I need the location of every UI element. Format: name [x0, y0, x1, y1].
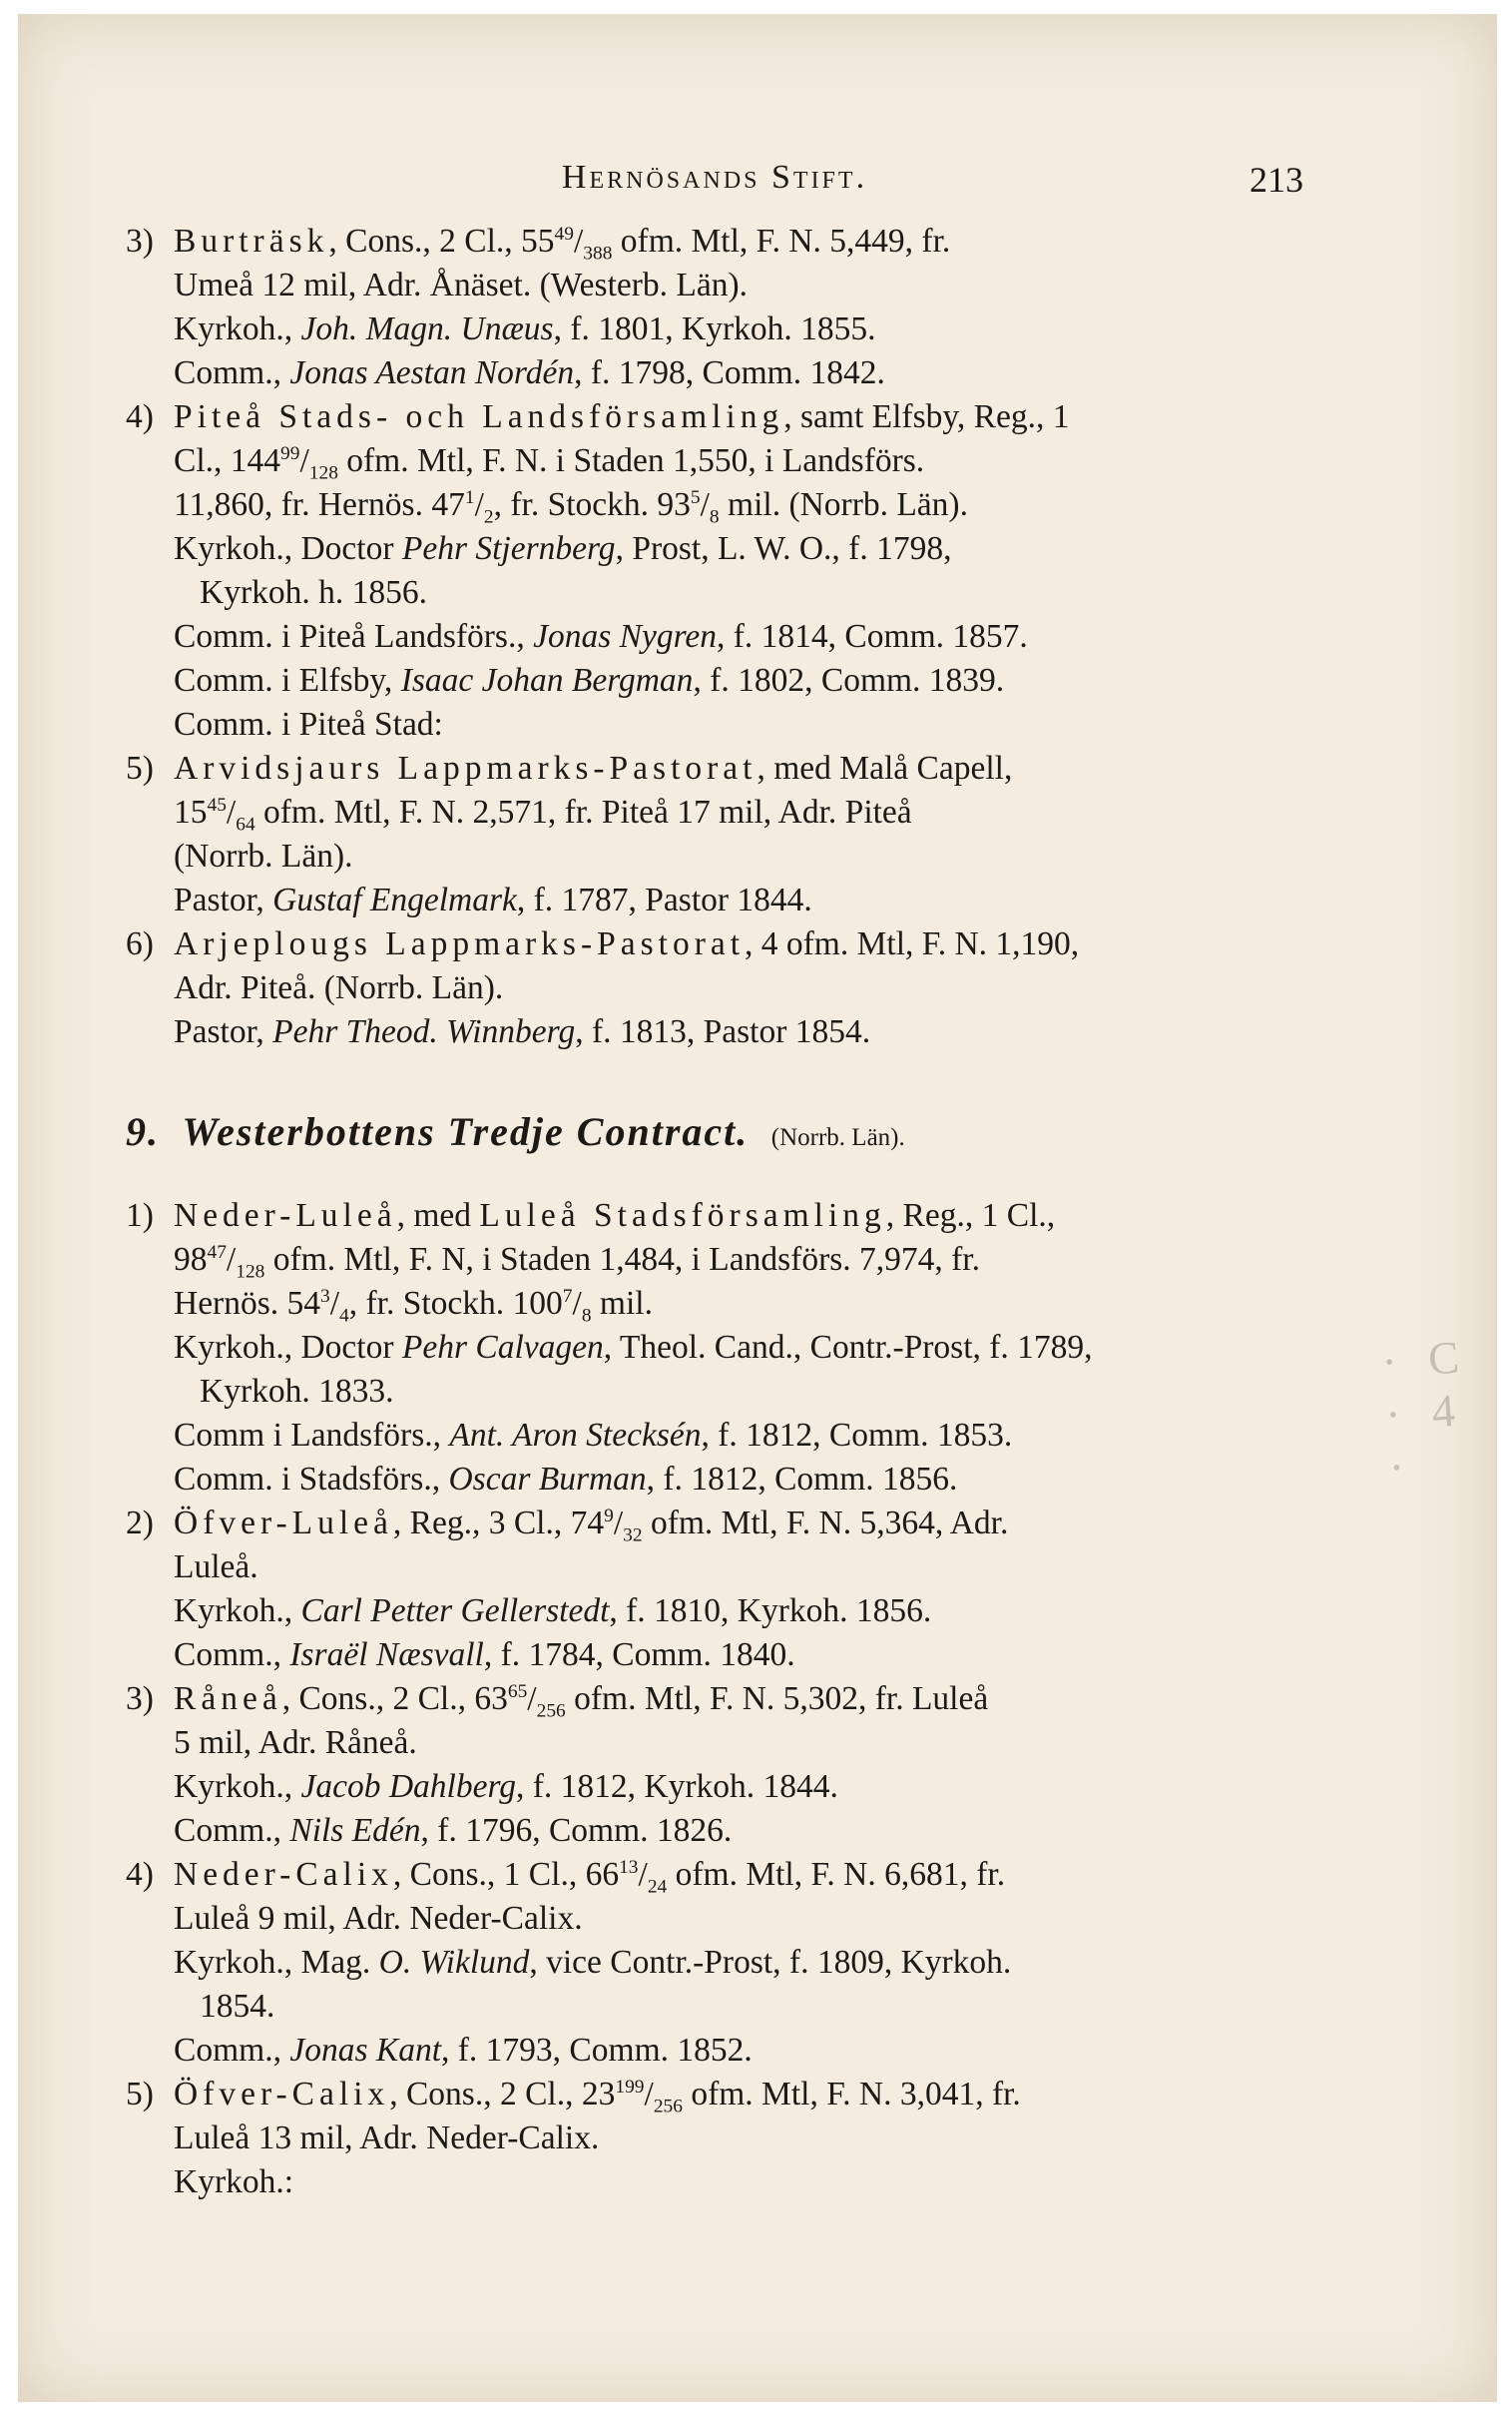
- parish-entry: [126, 1853, 1303, 2073]
- text-run: Hernös. 54: [174, 1285, 321, 1322]
- section-title-name: Westerbottens Tredje Contract.: [182, 1109, 750, 1154]
- fraction-numerator: 47: [207, 1241, 227, 1263]
- entry-line: [174, 2116, 1303, 2160]
- fraction-numerator: 13: [619, 1856, 639, 1878]
- text-run: , Reg., 3 Cl., 74: [392, 1505, 605, 1541]
- entry-line: [174, 395, 1303, 439]
- text-run: Comm. i Stadsförs.,: [174, 1461, 449, 1498]
- fraction-numerator: 45: [207, 794, 227, 816]
- entry-line: [174, 1853, 1303, 1897]
- text-run: Kyrkoh.,: [174, 1592, 301, 1629]
- entry-line: [174, 835, 1303, 879]
- fraction-denominator: 8: [581, 1305, 592, 1327]
- fraction-denominator: 256: [653, 2096, 683, 2117]
- text-run: Kyrkoh. 1833.: [200, 1373, 394, 1410]
- parish-name: Luleå Stadsförsamling: [479, 1197, 886, 1234]
- text-run: (Norrb. Län).: [174, 838, 353, 875]
- entry-number: 3): [126, 223, 154, 260]
- page-header: [126, 156, 1303, 220]
- text-run: Comm.,: [174, 1636, 290, 1673]
- person-name: Jonas Aestan Nordén: [289, 354, 575, 391]
- parish-list-section-2: [126, 1194, 1303, 2204]
- entry-line: [174, 1897, 1303, 1941]
- entry-line: [174, 351, 1303, 395]
- text-run: Comm.,: [174, 1812, 290, 1849]
- parish-name: Arjeplougs Lappmarks-Pastorat: [174, 925, 746, 962]
- entry-line: [174, 2029, 1303, 2073]
- parish-entry: [126, 2073, 1303, 2204]
- entry-line: [174, 966, 1303, 1010]
- entry-line: [174, 1502, 1303, 1545]
- text-run: , f. 1801, Kyrkoh. 1855.: [553, 310, 876, 347]
- entry-line: [174, 922, 1303, 966]
- text-run: Comm. i Piteå Stad:: [174, 706, 443, 743]
- text-run: /: [329, 1285, 340, 1322]
- text-run: ofm. Mtl, F. N. 2,571, fr. Piteå 17 mil, Adr. Piteå: [254, 794, 912, 831]
- entry-line: [174, 483, 1303, 527]
- text-run: Comm. i Elfsby,: [174, 662, 401, 699]
- person-name: Israël Næsvall: [289, 1636, 484, 1673]
- entry-line: [174, 2160, 1303, 2204]
- entry-line: [174, 527, 1303, 571]
- text-run: , fr. Stockh. 93: [493, 486, 691, 523]
- text-run: mil.: [591, 1285, 653, 1322]
- text-run: 98: [174, 1241, 208, 1278]
- entry-line: [174, 264, 1303, 307]
- text-run: Kyrkoh.:: [174, 2163, 294, 2200]
- person-name: Ant. Aron Stecksén: [449, 1417, 702, 1454]
- entry-line: [174, 2073, 1303, 2116]
- section-title-lan: (Norrb. Län).: [770, 1124, 905, 1151]
- text-run: , f. 1814, Comm. 1857.: [717, 618, 1028, 655]
- text-run: Kyrkoh., Mag.: [174, 1944, 379, 1981]
- text-run: , f. 1812, Comm. 1856.: [646, 1461, 958, 1498]
- entry-line: [174, 571, 1303, 615]
- text-run: /: [572, 1285, 582, 1322]
- text-run: Comm.,: [174, 2032, 290, 2069]
- fraction-numerator: 9: [604, 1505, 614, 1526]
- person-name: Nils Edén: [289, 1812, 421, 1849]
- text-run: Kyrkoh.,: [174, 1768, 301, 1805]
- text-run: ofm. Mtl, F. N. 3,041, fr.: [682, 2076, 1021, 2113]
- parish-name: Burträsk: [174, 223, 329, 260]
- entry-number: 3): [126, 1680, 154, 1717]
- parish-name: Råneå: [174, 1680, 282, 1717]
- section-title: [126, 1110, 1303, 1160]
- running-head: Hernösands Stift.: [561, 159, 868, 196]
- entry-number: 4): [126, 1856, 154, 1893]
- text-run: ofm. Mtl, F. N, i Staden 1,484, i Landsförs. 7,974, fr.: [264, 1241, 980, 1278]
- entry-number: 5): [126, 2076, 154, 2113]
- entry-line: [174, 879, 1303, 922]
- entry-line: [174, 1370, 1303, 1414]
- text-run: Luleå 13 mil, Adr. Neder-Calix.: [174, 2119, 600, 2156]
- fraction-numerator: 7: [562, 1285, 573, 1307]
- entry-line: [174, 1985, 1303, 2029]
- entry-line: [174, 1765, 1303, 1809]
- fraction-numerator: 65: [507, 1680, 528, 1702]
- entry-line: [174, 1458, 1303, 1502]
- text-run: , Cons., 2 Cl., 55: [328, 223, 555, 260]
- parish-list-section-1: [126, 220, 1303, 1054]
- entry-line: [174, 1633, 1303, 1677]
- text-run: Kyrkoh. h. 1856.: [200, 574, 427, 611]
- entry-line: [174, 1545, 1303, 1589]
- book-page: [18, 14, 1497, 2402]
- text-run: Cl., 144: [174, 442, 281, 479]
- person-name: Pehr Theod. Winnberg: [272, 1013, 576, 1050]
- entry-number: 1): [126, 1197, 154, 1234]
- text-run: , f. 1796, Comm. 1826.: [420, 1812, 733, 1849]
- text-run: /: [527, 1680, 537, 1717]
- entry-line: [174, 1721, 1303, 1765]
- parish-entry: [126, 395, 1303, 747]
- text-run: , Prost, L. W. O., f. 1798,: [615, 530, 952, 567]
- text-run: , f. 1812, Comm. 1853.: [701, 1417, 1013, 1454]
- text-run: 11,860, fr. Hernös. 47: [174, 486, 465, 523]
- text-run: 15: [174, 794, 208, 831]
- fraction-numerator: 3: [320, 1285, 330, 1307]
- section-title-number: 9.: [126, 1109, 160, 1154]
- text-run: /: [226, 1241, 237, 1278]
- entry-line: [174, 1326, 1303, 1370]
- text-run: Luleå.: [174, 1548, 258, 1585]
- parish-entry: [126, 1194, 1303, 1502]
- parish-entry: [126, 220, 1303, 395]
- text-run: ofm. Mtl, F. N. i Staden 1,550, i Landsförs.: [337, 442, 925, 479]
- parish-name: Neder-Luleå: [174, 1197, 397, 1234]
- person-name: Jonas Kant: [289, 2032, 442, 2069]
- text-run: /: [644, 2076, 654, 2113]
- entry-line: [174, 1677, 1303, 1721]
- fraction-denominator: 128: [308, 462, 338, 484]
- fraction-denominator: 24: [647, 1876, 668, 1898]
- text-run: , fr. Stockh. 100: [348, 1285, 563, 1322]
- text-run: , vice Contr.-Prost, f. 1809, Kyrkoh.: [529, 1944, 1012, 1981]
- person-name: Isaac Johan Bergman: [400, 662, 694, 699]
- entry-line: [174, 615, 1303, 659]
- text-run: Comm. i Piteå Landsförs.,: [174, 618, 534, 655]
- text-run: , f. 1812, Kyrkoh. 1844.: [516, 1768, 838, 1805]
- text-run: Comm.,: [174, 354, 290, 391]
- text-run: mil. (Norrb. Län).: [719, 486, 968, 523]
- person-name: Carl Petter Gellerstedt: [300, 1592, 610, 1629]
- person-name: Oscar Burman: [448, 1461, 647, 1498]
- entry-line: [174, 659, 1303, 703]
- entry-line: [174, 1194, 1303, 1238]
- person-name: Pehr Stjernberg: [401, 530, 616, 567]
- fraction-denominator: 64: [236, 814, 255, 836]
- fraction-numerator: 5: [690, 486, 701, 508]
- text-run: , f. 1784, Comm. 1840.: [483, 1636, 795, 1673]
- text-run: , f. 1813, Pastor 1854.: [575, 1013, 871, 1050]
- parish-name: Öfver-Calix: [174, 2076, 390, 2113]
- text-run: 5 mil, Adr. Råneå.: [174, 1724, 417, 1761]
- fraction-numerator: 49: [554, 223, 574, 245]
- fraction-numerator: 1: [464, 486, 475, 508]
- text-run: , Cons., 1 Cl., 66: [392, 1856, 620, 1893]
- text-run: Pastor,: [174, 882, 273, 918]
- text-run: Kyrkoh., Doctor: [174, 1329, 402, 1366]
- entry-line: [174, 1589, 1303, 1633]
- fraction-denominator: 256: [536, 1700, 566, 1722]
- entry-line: [174, 1941, 1303, 1985]
- entry-line: [174, 703, 1303, 747]
- text-run: /: [474, 486, 484, 523]
- entry-line: [174, 1238, 1303, 1282]
- fraction-denominator: 8: [709, 506, 720, 528]
- text-run: ofm. Mtl, F. N. 5,364, Adr.: [642, 1505, 1009, 1541]
- entry-line: [174, 1809, 1303, 1853]
- entry-line: [174, 439, 1303, 483]
- text-run: Luleå 9 mil, Adr. Neder-Calix.: [174, 1900, 583, 1937]
- text-run: , f. 1787, Pastor 1844.: [516, 882, 812, 918]
- fraction-numerator: 199: [615, 2076, 645, 2098]
- text-run: , f. 1798, Comm. 1842.: [574, 354, 885, 391]
- parish-name: Arvidsjaurs Lappmarks-Pastorat: [174, 750, 757, 787]
- person-name: O. Wiklund: [378, 1944, 530, 1981]
- entry-line: [174, 220, 1303, 264]
- page-number: 213: [1250, 160, 1303, 200]
- entry-number: 5): [126, 750, 154, 787]
- person-name: Joh. Magn. Unæus: [300, 310, 554, 347]
- parish-entry: [126, 922, 1303, 1054]
- parish-entry: [126, 747, 1303, 922]
- text-run: , f. 1810, Kyrkoh. 1856.: [609, 1592, 932, 1629]
- text-run: ofm. Mtl, F. N. 6,681, fr.: [667, 1856, 1006, 1893]
- text-run: /: [638, 1856, 648, 1893]
- text-run: Adr. Piteå. (Norrb. Län).: [174, 969, 504, 1006]
- bleed-through-text: · C · 4 ·: [1379, 1330, 1471, 1494]
- entry-line: [174, 1010, 1303, 1054]
- text-run: , Cons., 2 Cl., 23: [389, 2076, 616, 2113]
- text-run: , Cons., 2 Cl., 63: [281, 1680, 508, 1717]
- entry-number: 2): [126, 1505, 154, 1541]
- text-run: , f. 1802, Comm. 1839.: [693, 662, 1005, 699]
- fraction-denominator: 128: [236, 1261, 265, 1283]
- text-run: /: [613, 1505, 624, 1541]
- parish-entry: [126, 1677, 1303, 1853]
- parish-name: Öfver-Luleå: [174, 1505, 393, 1541]
- parish-name: Neder-Calix: [174, 1856, 393, 1893]
- fraction-numerator: 99: [280, 442, 300, 464]
- person-name: Jacob Dahlberg: [300, 1768, 517, 1805]
- text-run: ofm. Mtl, F. N. 5,302, fr. Luleå: [565, 1680, 989, 1717]
- fraction-denominator: 4: [339, 1305, 349, 1327]
- person-name: Jonas Nygren: [533, 618, 718, 655]
- text-run: , samt Elfsby, Reg., 1: [783, 398, 1070, 435]
- text-run: /: [226, 794, 237, 831]
- person-name: Gustaf Engelmark: [272, 882, 517, 918]
- text-run: Umeå 12 mil, Adr. Ånäset. (Westerb. Län).: [174, 267, 749, 303]
- text-run: Comm i Landsförs.,: [174, 1417, 450, 1454]
- entry-line: [174, 791, 1303, 835]
- text-run: Kyrkoh., Doctor: [174, 530, 402, 567]
- entry-number: 6): [126, 925, 154, 962]
- text-run: ofm. Mtl, F. N. 5,449, fr.: [612, 223, 951, 260]
- fraction-denominator: 388: [583, 243, 613, 265]
- fraction-denominator: 32: [623, 1524, 643, 1546]
- text-run: , Reg., 1 Cl.,: [885, 1197, 1056, 1234]
- text-run: , 4 ofm. Mtl, F. N. 1,190,: [745, 925, 1080, 962]
- entry-line: [174, 1282, 1303, 1326]
- text-run: , f. 1793, Comm. 1852.: [441, 2032, 753, 2069]
- parish-name: Piteå Stads- och Landsförsamling: [174, 398, 784, 435]
- entry-line: [174, 307, 1303, 351]
- entry-number: 4): [126, 398, 154, 435]
- text-run: /: [573, 223, 584, 260]
- fraction-denominator: 2: [483, 506, 494, 528]
- text-run: , med: [396, 1197, 480, 1234]
- parish-entry: [126, 1502, 1303, 1677]
- text-run: /: [299, 442, 309, 479]
- entry-line: [174, 1414, 1303, 1458]
- entry-line: [174, 747, 1303, 791]
- text-run: , Theol. Cand., Contr.-Prost, f. 1789,: [603, 1329, 1093, 1366]
- person-name: Pehr Calvagen: [401, 1329, 604, 1366]
- text-run: Kyrkoh.,: [174, 310, 301, 347]
- text-run: 1854.: [200, 1988, 275, 2025]
- text-run: , med Malå Capell,: [756, 750, 1013, 787]
- page-text: [126, 156, 1303, 2204]
- text-run: Pastor,: [174, 1013, 273, 1050]
- text-run: /: [700, 486, 710, 523]
